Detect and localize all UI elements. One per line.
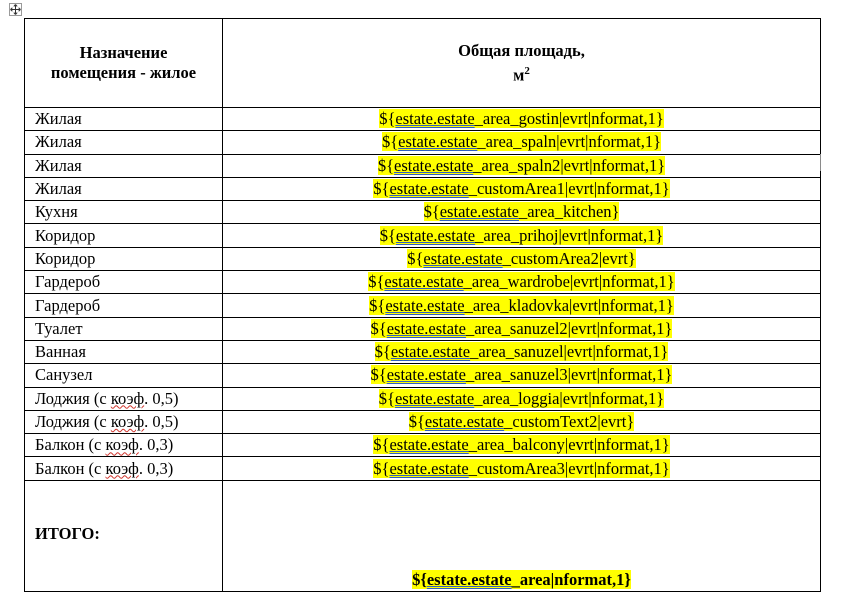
area-value-cell[interactable] [223,387,821,410]
area-value-pre: ${ [423,202,440,222]
area-value-cell[interactable] [223,224,821,247]
area-value-highlight [375,342,669,361]
area-value-post: _customArea1|evrt|nformat,1} [468,179,670,199]
header-room-purpose-line2: помещения - жилое [50,63,197,82]
area-value-highlight [409,412,635,431]
area-value-cell[interactable] [223,364,821,387]
area-value-cell[interactable] [223,201,821,224]
table-row [25,317,821,340]
total-value [223,569,820,591]
area-value-pre: ${ [373,458,390,478]
room-name: Лоджия (с коэф. 0,5) [35,412,179,431]
area-value-highlight [380,226,664,245]
total-value-post: _area|nformat,1} [511,569,631,589]
area-value-highlight [379,389,664,408]
spellcheck-word: коэф [110,388,145,408]
table-row [25,201,821,224]
spellcheck-word: коэф [110,412,145,431]
room-name-cell[interactable] [25,108,223,131]
room-name: Туалет [35,318,83,338]
table-row [25,271,821,294]
table-row [25,154,821,177]
area-value-object: estate.estate [389,435,469,455]
area-value-highlight [371,319,673,338]
header-unit: м [513,65,525,85]
area-value-post: _area_prihoj|evrt|nformat,1} [475,225,664,245]
room-name: Кухня [35,202,78,222]
area-value-pre: ${ [408,412,425,431]
area-value-highlight [378,156,665,175]
total-value-pre: ${ [412,569,427,589]
area-value-highlight [379,109,664,128]
room-name-cell[interactable] [25,410,223,433]
room-name-cell[interactable] [25,154,223,177]
room-name: Гардероб [35,295,101,315]
area-value-post: _area_kladovka|evrt|nformat,1} [464,295,674,315]
area-value-cell[interactable] [223,108,821,131]
area-value-object: estate.estate [394,388,475,408]
room-name-cell[interactable] [25,201,223,224]
area-value-object: estate.estate [395,225,476,245]
room-name: Балкон (с коэф. 0,3) [35,435,174,455]
table-row [25,294,821,317]
header-room-purpose-line1: Назначение [79,43,168,62]
area-value-pre: ${ [377,155,395,175]
total-row [25,480,821,591]
room-name-cell[interactable] [25,224,223,247]
area-value-object: estate.estate [394,155,474,175]
table-body [25,108,821,481]
area-value-post: _area_spaln2|evrt|nformat,1} [473,155,666,175]
area-value-object: estate.estate [439,202,519,222]
text-cursor-marker [820,154,821,171]
room-name-cell[interactable] [25,271,223,294]
area-value-object: estate.estate [385,295,465,315]
area-value-object: estate.estate [386,318,466,338]
area-value-highlight [407,249,636,268]
area-value-pre: ${ [381,132,399,152]
room-name-cell[interactable] [25,317,223,340]
area-value-pre: ${ [379,109,396,129]
table-row [25,131,821,154]
area-value-cell[interactable] [223,410,821,433]
room-name-cell[interactable] [25,247,223,270]
area-value-pre: ${ [379,225,396,245]
area-value-pre: ${ [378,388,395,408]
table-row [25,387,821,410]
area-table [24,18,821,592]
area-value-cell[interactable] [223,340,821,363]
area-value-cell[interactable] [223,131,821,154]
area-value-cell[interactable] [223,247,821,270]
area-value-pre: ${ [369,295,386,315]
room-name: Гардероб [35,272,101,292]
room-name: Лоджия (с коэф. 0,5) [35,388,179,408]
room-name: Жилая [35,109,82,129]
area-value-post: _area_loggia|evrt|nformat,1} [474,388,665,408]
room-name: Жилая [35,155,82,175]
area-value-highlight [373,435,669,454]
room-name: Жилая [35,179,82,199]
area-value-post: _area_sanuzel2|evrt|nformat,1} [465,318,673,338]
table-header-row [25,19,821,108]
area-value-object: estate.estate [423,248,503,268]
area-value-object: estate.estate [398,132,478,152]
area-value-cell[interactable] [223,294,821,317]
area-value-post: _customText2|evrt} [504,412,635,431]
header-unit-sup: 2 [524,64,530,77]
header-total-area[interactable] [223,19,821,108]
header-room-purpose[interactable] [25,19,223,108]
room-name: Коридор [35,248,96,268]
room-name-cell[interactable] [25,177,223,200]
area-value-highlight [369,296,674,315]
total-label: ИТОГО: [35,523,100,543]
area-value-post: _area_balcony|evrt|nformat,1} [468,435,670,455]
room-name: Жилая [35,132,82,152]
room-name: Коридор [35,225,96,245]
area-value-highlight [371,365,673,384]
area-value-pre: ${ [370,365,387,385]
header-total-area-line1: Общая площадь, [458,40,585,60]
area-value-cell[interactable] [223,177,821,200]
area-value-highlight [424,202,620,221]
table-row [25,457,821,480]
total-value-object: estate.estate [426,569,512,589]
area-value-object: estate.estate [386,365,466,385]
area-value-cell[interactable] [223,457,821,480]
total-value-highlight [412,570,631,589]
area-value-pre: ${ [374,342,391,362]
table-row [25,224,821,247]
area-value-pre: ${ [370,318,387,338]
spellcheck-word: коэф [105,435,139,455]
table-row [25,177,821,200]
area-value-post: _area_spaln|evrt|nformat,1} [477,132,661,152]
room-name-cell[interactable] [25,364,223,387]
area-value-pre: ${ [373,179,390,199]
area-value-pre: ${ [407,248,424,268]
spellcheck-word: коэф [105,458,139,478]
room-name-cell[interactable] [25,457,223,480]
area-value-post: _area_sanuzel3|evrt|nformat,1} [465,365,673,385]
table-row [25,108,821,131]
room-name: Балкон (с коэф. 0,3) [35,458,174,478]
room-name-cell[interactable] [25,294,223,317]
room-name-cell[interactable] [25,131,223,154]
area-value-cell[interactable] [223,154,821,177]
room-name-cell[interactable] [25,434,223,457]
area-value-post: _area_sanuzel|evrt|nformat,1} [470,342,669,362]
table-row [25,364,821,387]
area-value-highlight [373,459,669,478]
area-value-post: _customArea3|evrt|nformat,1} [468,458,670,478]
total-value-cell[interactable] [223,480,821,591]
table-row [25,247,821,270]
area-value-post: _area_wardrobe|evrt|nformat,1} [463,272,675,292]
table-move-handle-icon[interactable] [9,3,22,16]
area-value-highlight [382,132,661,151]
area-value-object: estate.estate [395,109,475,129]
room-name-cell[interactable] [25,387,223,410]
room-name: Санузел [35,365,93,385]
area-value-pre: ${ [368,272,385,292]
area-value-cell[interactable] [223,271,821,294]
table-row [25,410,821,433]
area-value-object: estate.estate [384,272,464,292]
total-label-cell[interactable] [25,480,223,591]
area-value-post: _customArea2|evrt} [502,248,636,268]
room-name-cell[interactable] [25,340,223,363]
area-value-post: _area_kitchen} [518,202,620,222]
area-value-post: _area_gostin|evrt|nformat,1} [474,109,664,129]
table-row [25,340,821,363]
area-value-cell[interactable] [223,434,821,457]
area-value-cell[interactable] [223,317,821,340]
area-value-object: estate.estate [390,342,471,362]
room-name: Ванная [35,342,86,362]
area-value-highlight [368,272,674,291]
area-value-object: estate.estate [389,458,469,478]
area-value-pre: ${ [373,435,390,455]
area-value-object: estate.estate [389,179,469,199]
table-row [25,434,821,457]
area-value-highlight [373,179,669,198]
area-value-object: estate.estate [424,412,505,431]
